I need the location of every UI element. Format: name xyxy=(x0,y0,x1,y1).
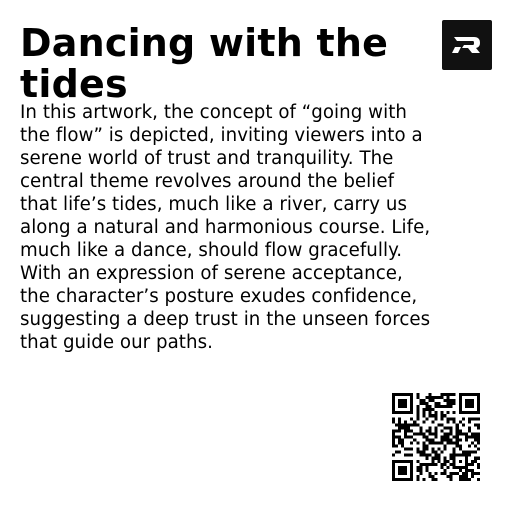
artwork-title: Dancing with the tides xyxy=(20,21,389,106)
artwork-description: In this artwork, the concept of “going with the flow” is depicted, inviting viewers into a serene world of trust and tranquility. The central theme revolves around the belief that life’s tides, much like a river, carry us along a natural and harmonious course. Life, much like a dance, should flow gracefully. With an expression of serene acceptance, the character’s posture exudes confidence, suggesting a deep trust in the unseen forces that guide our paths. xyxy=(20,102,431,353)
qr-code-icon[interactable] xyxy=(392,393,480,481)
brand-logo-glyph xyxy=(452,35,482,55)
brand-logo-icon xyxy=(442,20,492,70)
